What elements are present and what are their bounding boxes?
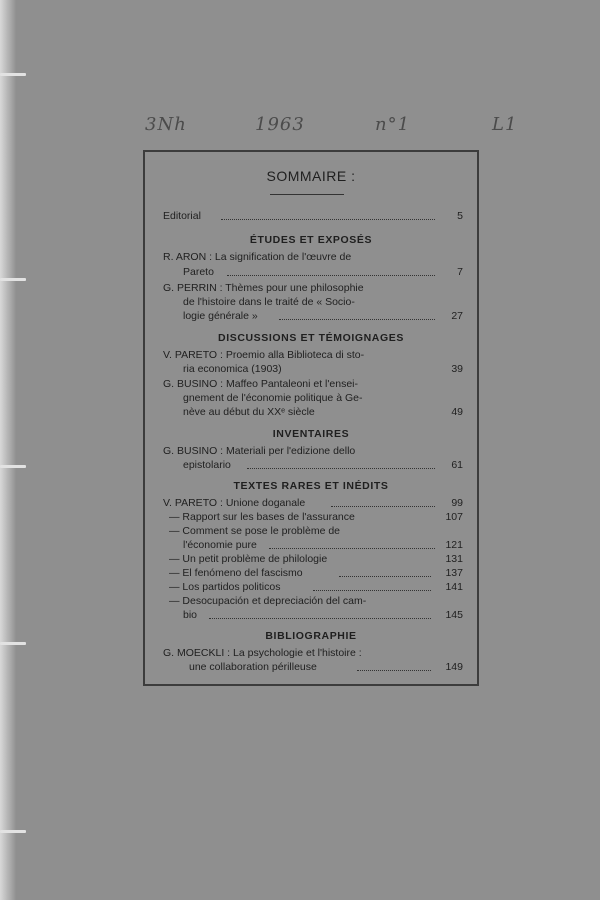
toc-line [183,363,463,378]
handwritten-note: 1963 [255,114,305,135]
toc-line [163,378,463,393]
toc-entry-editorial [163,210,463,225]
toc-line [183,406,463,421]
entry-text: Pareto [183,266,214,278]
entry-text: G. BUSINO : Maffeo Pantaleoni et l'ensei- [163,378,358,390]
entry-page: 7 [457,266,463,278]
entry-text: de l'histoire dans le traité de « Socio- [183,296,355,308]
entry-page: 131 [445,553,463,565]
section-heading: INVENTAIRES [272,428,350,440]
binding-stitch [0,73,26,76]
entry-text: gnement de l'économie politique à Ge- [183,392,363,404]
entry-text: une collaboration périlleuse [189,661,317,673]
toc-line [189,661,463,676]
table-of-contents [143,150,479,686]
section-heading: BIBLIOGRAPHIE [265,630,357,642]
section-heading: ÉTUDES ET EXPOSÉS [249,234,373,246]
book-binding [0,0,16,900]
entry-text: logie générale » [183,310,258,322]
toc-line [163,445,463,460]
entry-text: — Un petit problème de philologie [169,553,328,565]
entry-text: epistolario [183,459,231,471]
toc-line [163,497,463,512]
entry-text: — Comment se pose le problème de [169,525,340,537]
entry-text: — Los partidos politicos [169,581,281,593]
toc-line [183,266,463,281]
entry-page: 107 [445,511,463,523]
toc-line [163,647,463,662]
handwritten-note: n°1 [375,114,411,135]
entry-page: 39 [451,363,463,375]
section-heading: TEXTES RARES ET INÉDITS [233,480,389,492]
toc-line [183,459,463,474]
toc-line [183,296,463,311]
toc-line [163,282,463,297]
toc-line [169,525,463,540]
entry-text: G. PERRIN : Thèmes pour une philosophie [163,282,364,294]
entry-page: 5 [457,210,463,222]
entry-page: 145 [445,609,463,621]
entry-text: G. BUSINO : Materiali per l'edizione dello [163,445,356,457]
entry-text: Editorial [163,210,201,222]
entry-page: 49 [451,406,463,418]
entry-text: l'économie pure [183,539,257,551]
toc-line [183,392,463,407]
entry-page: 99 [451,497,463,509]
binding-stitch [0,465,26,468]
entry-text: nève au début du XXᵉ siècle [183,406,315,418]
toc-line [169,581,463,596]
handwritten-note: L1 [492,114,518,135]
toc-line [169,567,463,582]
entry-text: — Rapport sur les bases de l'assurance [169,511,355,523]
entry-page: 149 [445,661,463,673]
entry-text: — Desocupación et depreciación del cam- [169,595,367,607]
toc-line [169,511,463,526]
binding-stitch [0,830,26,833]
title-underline [270,194,344,195]
toc-line [183,310,463,325]
entry-page: 121 [445,539,463,551]
handwritten-note: 3Nh [145,114,187,135]
entry-page: 137 [445,567,463,579]
toc-line [183,609,463,624]
entry-text: V. PARETO : Unione doganale [163,497,306,509]
section-heading: DISCUSSIONS ET TÉMOIGNAGES [218,332,404,344]
entry-text: R. ARON : La signification de l'œuvre de [163,251,352,263]
binding-stitch [0,278,26,281]
entry-text: G. MOECKLI : La psychologie et l'histoire : [163,647,362,659]
toc-line [169,553,463,568]
entry-page: 61 [451,459,463,471]
toc-line [163,349,463,364]
entry-text: bio [183,609,198,621]
binding-stitch [0,642,26,645]
entry-text: — El fenómeno del fascismo [169,567,303,579]
toc-title: SOMMAIRE : [266,168,356,184]
entry-page: 141 [445,581,463,593]
entry-page: 27 [451,310,463,322]
toc-line [169,595,463,610]
entry-text: ria economica (1903) [183,363,282,375]
toc-line [183,539,463,554]
toc-line [163,251,463,266]
entry-text: V. PARETO : Proemio alla Biblioteca di sto- [163,349,365,361]
